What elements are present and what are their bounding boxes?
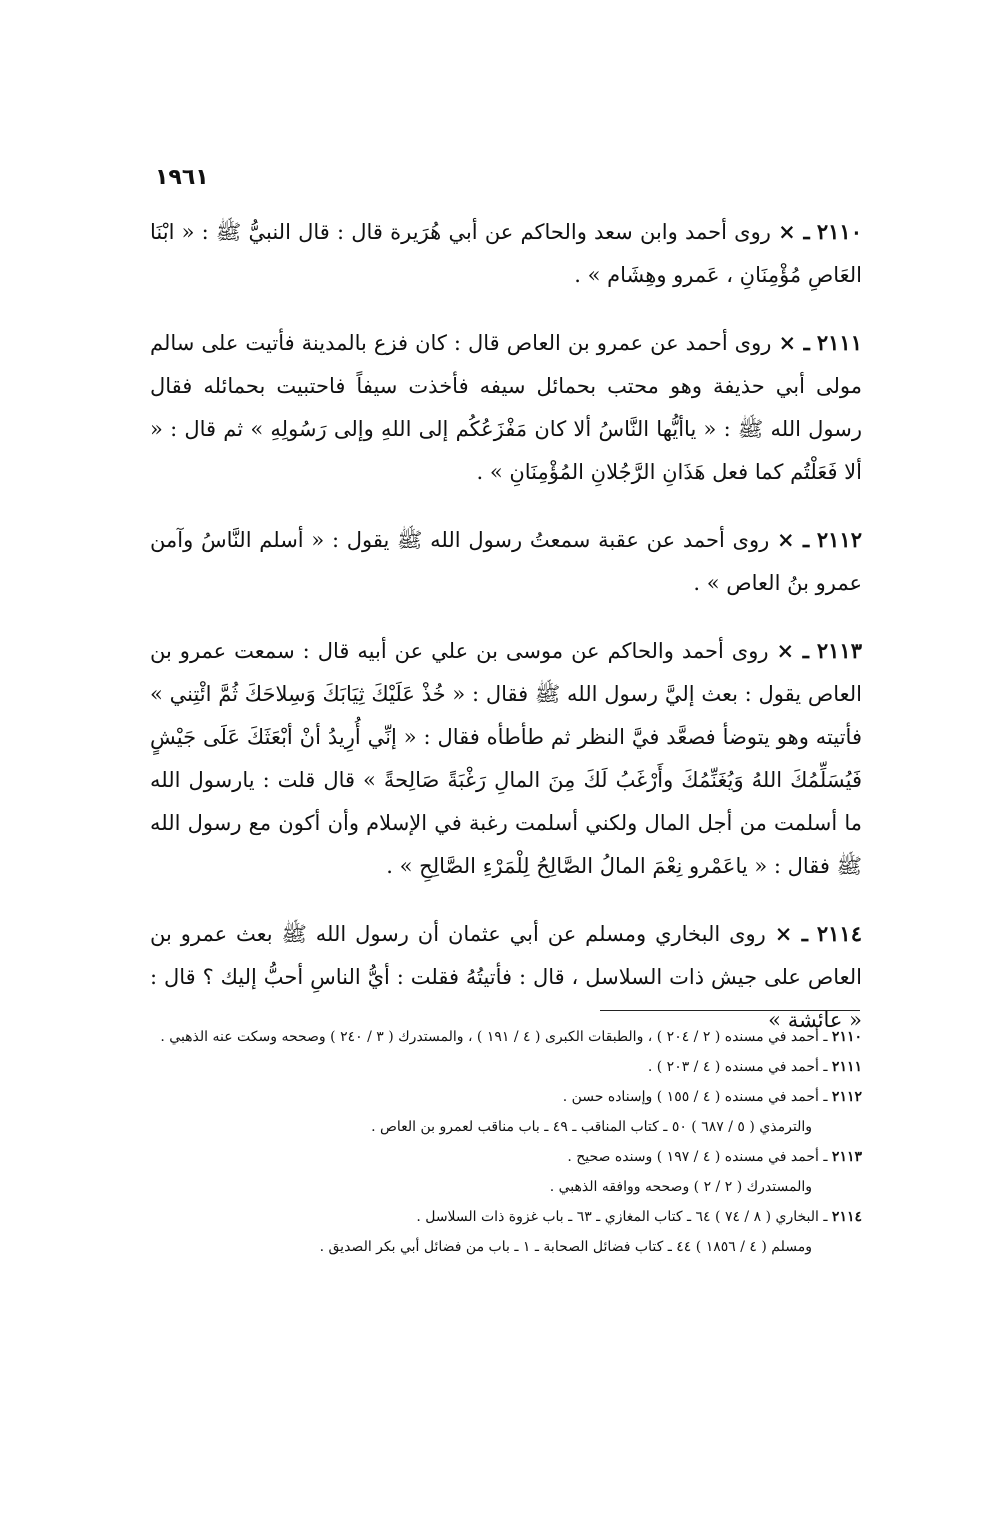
hadith-text: روى البخاري ومسلم عن أبي عثمان أن رسول الله ﷺ بعث عمرو بن العاص على جيش ذات السلاسل ، قال : فأتيتُهُ فقلت : أيُّ الناسِ أحبُّ إليك ؟ قال : « عائشة » (150, 922, 862, 1032)
footnote-text: أحمد في مسنده ( ٤ / ٢٠٣ ) . (647, 1059, 819, 1075)
footnote: ٢١١٤ ـ البخاري ( ٨ / ٧٤ ) ٦٤ ـ كتاب المغازي ـ ٦٣ ـ باب غزوة ذات السلاسل . (416, 1209, 862, 1225)
footnote-number: ٢١١١ (831, 1059, 862, 1075)
paragraph-2114: ٢١١٤ ـ × روى البخاري ومسلم عن أبي عثمان أن رسول الله ﷺ بعث عمرو بن العاص على جيش ذات السلاسل ، قال : فأتيتُهُ فقلت : أيُّ الناسِ أحبُّ إليك ؟ قال : « عائشة » (150, 921, 862, 1032)
hadith-number: ٢١١٢ (816, 527, 862, 552)
hadith-text: روى أحمد عن عقبة سمعتُ رسول الله ﷺ يقول : « أسلم النَّاسُ وآمن عمرو بنُ العاص » . (150, 528, 862, 595)
footnote: ٢١١٢ ـ أحمد في مسنده ( ٤ / ١٥٥ ) وإسناده حسن . (562, 1089, 862, 1105)
footnote-number: ٢١١٠ (831, 1029, 862, 1045)
footnote: ٢١١٠ ـ أحمد في مسنده ( ٢ / ٢٠٤ ) ، والطبقات الكبرى ( ٤ / ١٩١ ) ، والمستدرك ( ٣ / ٢٤٠ ) وصححه وسكت عنه الذهبي . (160, 1029, 862, 1045)
paragraph-2113: ٢١١٣ ـ × روى أحمد والحاكم عن موسى بن علي عن أبيه قال : سمعت عمرو بن العاص يقول : بعث إليَّ رسول الله ﷺ فقال : « خُذْ عَلَيْكَ ثِيَابَكَ وَسِلاحَكَ ثُمَّ ائْتِني » فأتيته وهو يتوضأ فصعَّد فيَّ النظر ثم طأطأه فقال : « إنِّي أُرِيدُ أنْ أبْعَثَكَ عَلَى جَيْشٍ فَيُسَلِّمُكَ اللهُ وَيُغَنِّمُكَ وأَرْغَبُ لَكَ مِنَ المالِ رَغْبَةً صَالِحةً » قال قلت : يارسول الله ما أسلمت من أجل المال ولكني أسلمت رغبة في الإسلام وأن أكون مع رسول الله ﷺ فقال : « ياعَمْرو نِعْمَ المالُ الصَّالِحُ لِلْمَرْءِ الصَّالِحِ » . (150, 638, 862, 878)
hadith-text: روى أحمد وابن سعد والحاكم عن أبي هُرَيرة قال : قال النبيُّ ﷺ : « ابْنَا العَاصِ مُؤْمِنَانِ ، عَمرو وهِشَام » . (150, 220, 862, 287)
paragraph-2110: ٢١١٠ ـ × روى أحمد وابن سعد والحاكم عن أبي هُرَيرة قال : قال النبيُّ ﷺ : « ابْنَا العَاصِ مُؤْمِنَانِ ، عَمرو وهِشَام » . (150, 219, 862, 287)
hadith-number: ٢١١٠ (816, 219, 862, 244)
footnote-text: أحمد في مسنده ( ٤ / ١٩٧ ) وسنده صحيح . (567, 1149, 819, 1165)
hadith-number: ٢١١١ (816, 330, 862, 355)
footnote-separator (600, 1010, 860, 1011)
footnote-continuation (145, 1112, 862, 1142)
footnote-text: والترمذي ( ٥ / ٦٨٧ ) ٥٠ ـ كتاب المناقب ـ ٤٩ ـ باب مناقب لعمرو بن العاص . (371, 1119, 812, 1135)
footnote-continuation (145, 1232, 862, 1262)
footnote-text: البخاري ( ٨ / ٧٤ ) ٦٤ ـ كتاب المغازي ـ ٦٣ ـ باب غزوة ذات السلاسل . (416, 1209, 819, 1225)
page-number: ١٩٦١ (155, 165, 209, 190)
footnote-number: ٢١١٤ (831, 1209, 862, 1225)
paragraph-2112: ٢١١٢ ـ × روى أحمد عن عقبة سمعتُ رسول الله ﷺ يقول : « أسلم النَّاسُ وآمن عمرو بنُ العاص » . (150, 527, 862, 595)
footnote: ٢١١١ ـ أحمد في مسنده ( ٤ / ٢٠٣ ) . (647, 1059, 862, 1075)
footnote-text: أحمد في مسنده ( ٢ / ٢٠٤ ) ، والطبقات الكبرى ( ٤ / ١٩١ ) ، والمستدرك ( ٣ / ٢٤٠ ) وصححه وسكت عنه الذهبي . (160, 1029, 819, 1045)
hadith-text: روى أحمد عن عمرو بن العاص قال : كان فزع بالمدينة فأتيت على سالم مولى أبي حذيفة وهو محتب بحمائل سيفه فأخذت سيفاً فاحتبيت بحمائله فقال رسول الله ﷺ : « ياأيُّها النَّاسُ ألا كان مَفْزَعُكُم إلى اللهِ وإلى رَسُولِهِ » ثم قال : « ألا فَعَلْتُم كما فعل هَذَانِ الرَّجُلانِ المُؤْمِنَانِ » . (150, 331, 862, 484)
hadith-text: روى أحمد والحاكم عن موسى بن علي عن أبيه قال : سمعت عمرو بن العاص يقول : بعث إليَّ رسول الله ﷺ فقال : « خُذْ عَلَيْكَ ثِيَابَكَ وَسِلاحَكَ ثُمَّ ائْتِني » فأتيته وهو يتوضأ فصعَّد فيَّ النظر ثم طأطأه فقال : « إنِّي أُرِيدُ أنْ أبْعَثَكَ عَلَى جَيْشٍ فَيُسَلِّمُكَ اللهُ وَيُغَنِّمُكَ وأَرْغَبُ لَكَ مِنَ المالِ رَغْبَةً صَالِحةً » قال قلت : يارسول الله ما أسلمت من أجل المال ولكني أسلمت رغبة في الإسلام وأن أكون مع رسول الله ﷺ فقال : « ياعَمْرو نِعْمَ المالُ الصَّالِحُ لِلْمَرْءِ الصَّالِحِ » . (150, 639, 862, 878)
paragraph-2111: ٢١١١ ـ × روى أحمد عن عمرو بن العاص قال : كان فزع بالمدينة فأتيت على سالم مولى أبي حذيفة وهو محتب بحمائل سيفه فأخذت سيفاً فاحتبيت بحمائله فقال رسول الله ﷺ : « ياأيُّها النَّاسُ ألا كان مَفْزَعُكُم إلى اللهِ وإلى رَسُولِهِ » ثم قال : « ألا فَعَلْتُم كما فعل هَذَانِ الرَّجُلانِ المُؤْمِنَانِ » . (150, 330, 862, 484)
footnote-text: ومسلم ( ٤ / ١٨٥٦ ) ٤٤ ـ كتاب فضائل الصحابة ـ ١ ـ باب من فضائل أبي بكر الصديق . (319, 1239, 812, 1255)
footnote: ٢١١٣ ـ أحمد في مسنده ( ٤ / ١٩٧ ) وسنده صحيح . (567, 1149, 862, 1165)
main-text (150, 210, 862, 1066)
footnote-continuation (145, 1172, 862, 1202)
footnote-number: ٢١١٣ (831, 1149, 862, 1165)
footnotes (145, 1022, 862, 1262)
hadith-number: ٢١١٣ (816, 638, 862, 663)
footnote-text: والمستدرك ( ٢ / ٢ ) وصححه ووافقه الذهبي . (549, 1179, 812, 1195)
footnote-number: ٢١١٢ (831, 1089, 862, 1105)
footnote-text: أحمد في مسنده ( ٤ / ١٥٥ ) وإسناده حسن . (562, 1089, 819, 1105)
hadith-number: ٢١١٤ (816, 921, 862, 946)
